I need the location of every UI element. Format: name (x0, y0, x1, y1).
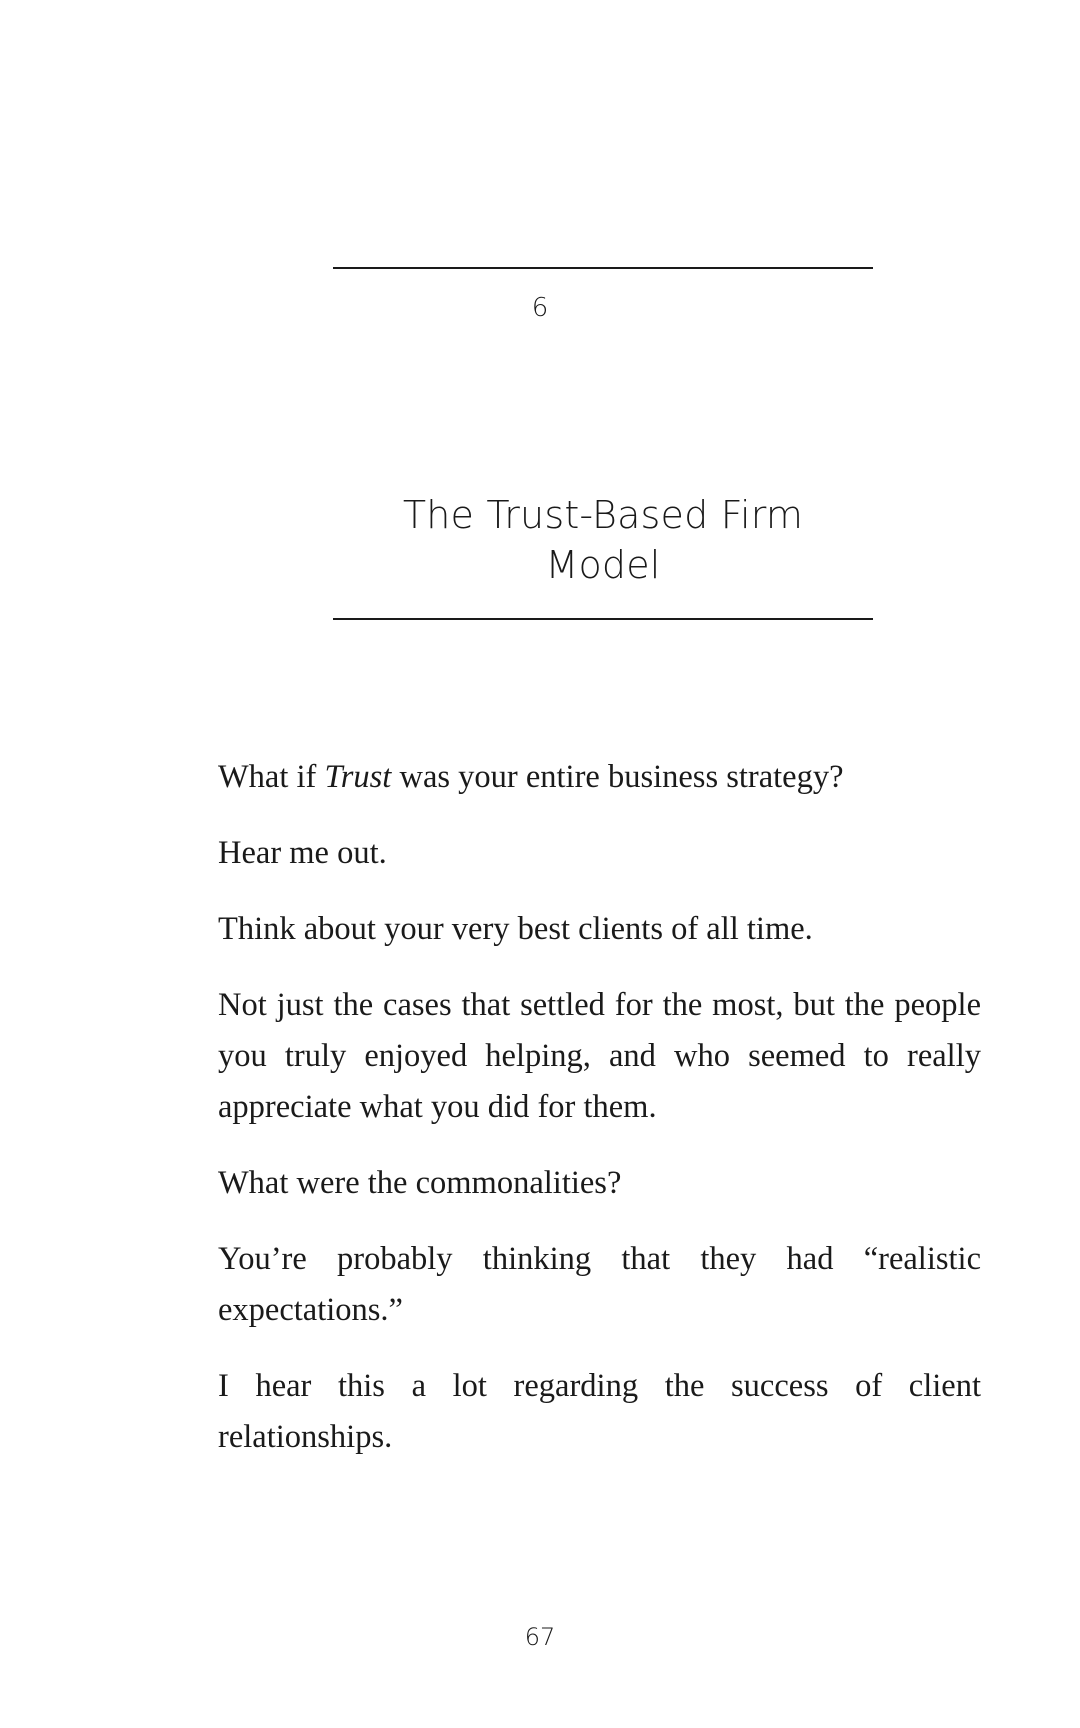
paragraph-1 (218, 752, 981, 803)
paragraph-7: I hear this a lot regarding the success of client relationships. (218, 1368, 981, 1455)
paragraph-5: What were the commonalities? (218, 1165, 622, 1201)
chapter-top-rule (333, 267, 873, 269)
paragraph-4: Not just the cases that settled for the most, but the people you truly enjoyed helping, and who seemed to really appreciate what you did for them. (218, 987, 981, 1125)
chapter-bottom-rule (333, 618, 873, 620)
paragraph-2: Hear me out. (218, 835, 387, 871)
paragraph-3: Think about your very best clients of all time. (218, 911, 813, 947)
chapter-title (333, 490, 873, 590)
chapter-title-line-1: The Trust-Based Firm (402, 493, 804, 537)
chapter-title-line-2: Model (545, 543, 661, 587)
paragraph-1-after: was your entire business strategy? (391, 759, 844, 795)
chapter-number: 6 (531, 293, 549, 323)
emphasis-trust: Trust (324, 759, 392, 795)
paragraph-6: You’re probably thinking that they had “realistic expectations.” (218, 1241, 981, 1328)
page-number: 67 (524, 1623, 556, 1651)
body-text (218, 752, 981, 1488)
paragraph-1-before: What if (218, 759, 325, 795)
